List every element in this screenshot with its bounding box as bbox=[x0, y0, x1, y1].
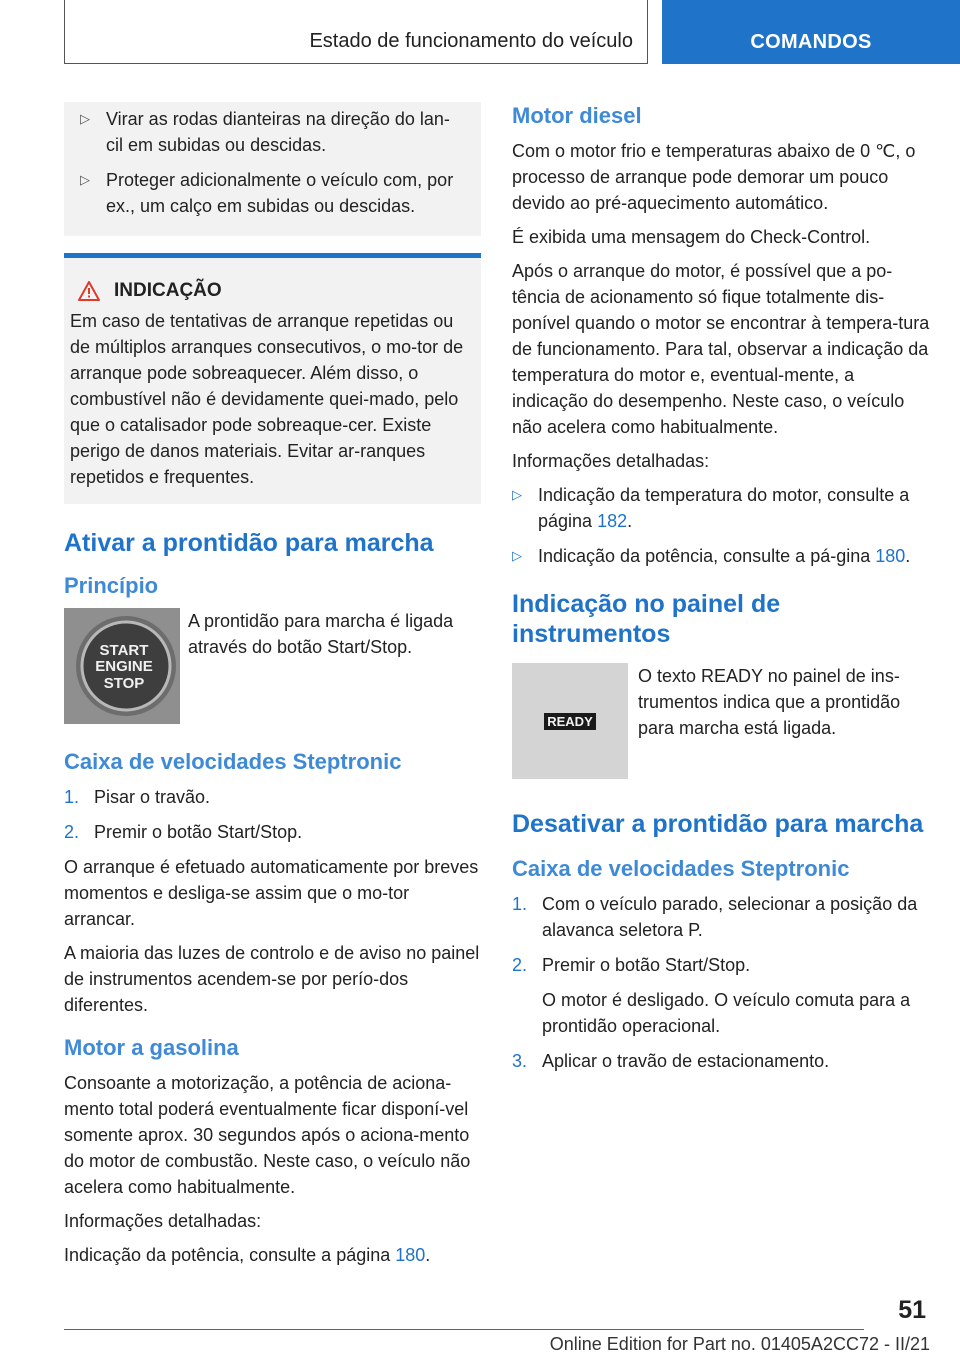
right-column bbox=[512, 102, 930, 1083]
page-link[interactable]: 180 bbox=[395, 1245, 426, 1265]
footer-edition: Online Edition for Part no. 01405A2CC72 - II/21 bbox=[549, 1334, 930, 1354]
heading-principle: Princípio bbox=[64, 573, 159, 598]
paragraph: Após o arranque do motor, é possível que a po-tência de acionamento só fique totalmente dis-ponível quando o motor se encontrar à tempera-tura de funcionamento. Para tal, observar a indicação da temperatura do motor e, eventual-mente, a indicação do desempenho. Neste caso, o veículo não acelera como habitualmente. bbox=[512, 261, 930, 437]
svg-text:START: START bbox=[99, 642, 149, 659]
heading-display: Indicação no painel de instrumentos bbox=[512, 590, 781, 648]
triangle-bullet-icon: ▷ bbox=[80, 111, 90, 126]
bullet-item: ▷ Virar as rodas dianteiras na direção do lan-cil em subidas ou descidas. bbox=[80, 106, 465, 158]
page-link[interactable]: 182 bbox=[597, 511, 628, 531]
triangle-bullet-icon: ▷ bbox=[512, 487, 522, 502]
display-text: O texto READY no painel de ins-trumentos indica que a prontidão para marcha está ligada. bbox=[638, 666, 901, 738]
step-item: 2. Premir o botão Start/Stop. bbox=[512, 955, 751, 975]
step-item: 2. Premir o botão Start/Stop. bbox=[64, 822, 303, 842]
header-chapter-title: COMANDOS bbox=[750, 31, 872, 53]
page-number: 51 bbox=[898, 1296, 926, 1324]
heading-activate: Ativar a prontidão para marcha bbox=[64, 529, 434, 557]
heading-gasoline: Motor a gasolina bbox=[64, 1035, 239, 1060]
warning-triangle-icon bbox=[78, 281, 100, 301]
display-figure-row bbox=[512, 663, 930, 779]
paragraph: Consoante a motorização, a potência de aciona-mento total poderá eventualmente ficar disponí-vel somente aprox. 30 segundos após o aciona-mento do motor de combustão. Neste caso, o veículo não acelera como habitualmente. bbox=[64, 1073, 471, 1197]
heading-steptronic: Caixa de velocidades Steptronic bbox=[512, 856, 850, 881]
heading-deactivate: Desativar a prontidão para marcha bbox=[512, 810, 924, 838]
page-link[interactable]: 180 bbox=[875, 546, 906, 566]
svg-text:READY: READY bbox=[547, 714, 593, 729]
left-column bbox=[64, 102, 481, 1276]
bullet-box bbox=[64, 102, 481, 236]
svg-text:STOP: STOP bbox=[103, 675, 145, 692]
paragraph: Com o motor frio e temperaturas abaixo de 0 ℃, o processo de arranque pode demorar um pouco devido ao pré-aquecimento automático. bbox=[512, 141, 916, 213]
principle-text: A prontidão para marcha é ligada através do botão Start/Stop. bbox=[188, 611, 454, 657]
paragraph: Informações detalhadas: bbox=[64, 1211, 262, 1231]
triangle-bullet-icon: ▷ bbox=[512, 548, 522, 563]
paragraph: A maioria das luzes de controlo e de aviso no painel de instrumentos acendem-se por perío-dos diferentes. bbox=[64, 943, 480, 1015]
heading-diesel: Motor diesel bbox=[512, 103, 642, 128]
principle-figure-row bbox=[64, 608, 481, 724]
header-section-title: Estado de funcionamento do veículo bbox=[309, 30, 633, 52]
bullet-item: ▷ Proteger adicionalmente o veículo com, por ex., um calço em subidas ou descidas. bbox=[80, 167, 465, 219]
paragraph: É exibida uma mensagem do Check-Control. bbox=[512, 227, 871, 247]
footer-divider bbox=[64, 1329, 864, 1330]
heading-steptronic: Caixa de velocidades Steptronic bbox=[64, 749, 402, 774]
svg-text:ENGINE: ENGINE bbox=[95, 658, 153, 675]
ready-indicator-icon bbox=[512, 663, 628, 779]
paragraph: O arranque é efetuado automaticamente por breves momentos e desliga-se assim que o mo-tor arrancar. bbox=[64, 857, 479, 929]
header-section-box bbox=[64, 0, 648, 64]
step-item: 1. Com o veículo parado, selecionar a posição da alavanca seletora P. bbox=[512, 894, 918, 940]
reference: Indicação da potência, consulte a página 180. bbox=[64, 1245, 431, 1265]
reference-item: ▷ Indicação da potência, consulte a pá-gina 180. bbox=[512, 543, 930, 569]
step-item: 1. Pisar o travão. bbox=[64, 787, 211, 807]
ready-display-image bbox=[512, 663, 628, 779]
start-stop-button-image bbox=[64, 608, 180, 724]
header-chapter-tab bbox=[662, 0, 960, 64]
step-item: 3. Aplicar o travão de estacionamento. bbox=[512, 1051, 830, 1071]
warning-text: Em caso de tentativas de arranque repetidas ou de múltiplos arranques consecutivos, o mo-tor de arranque pode sobreaquecer. Além disso, o combustível não é devidamente quei-mado, pelo que o catalisador pode sobreaque-cer. Existe perigo de danos materiais. Evitar ar-ranques repetidos e frequentes. bbox=[70, 311, 464, 487]
paragraph: Informações detalhadas: bbox=[512, 451, 710, 471]
warning-heading: INDICAÇÃO bbox=[70, 280, 475, 302]
warning-box bbox=[64, 253, 481, 504]
start-stop-button-icon bbox=[64, 608, 180, 724]
step-subtext: O motor é desligado. O veículo comuta para a prontidão operacional. bbox=[542, 990, 911, 1036]
reference-item: ▷ Indicação da temperatura do motor, consulte a página 182. bbox=[512, 482, 930, 534]
triangle-bullet-icon: ▷ bbox=[80, 172, 90, 187]
